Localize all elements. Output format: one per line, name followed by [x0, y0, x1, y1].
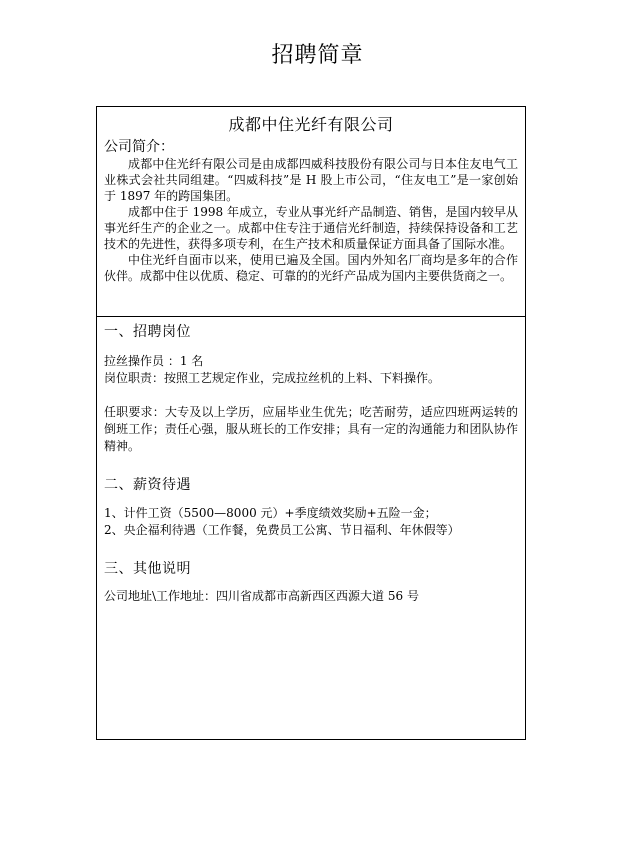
intro-paragraph: 中住光纤自面市以来，使用已遍及全国。国内外知名厂商均是多年的合作伙伴。成都中住以优质、稳定、可靠的的光纤产品成为国内主要供货商之一。 [104, 253, 518, 283]
company-name: 成都中住光纤有限公司 [228, 115, 394, 134]
position-duties: 岗位职责：按照工艺规定作业，完成拉丝机的上料、下料操作。 [104, 371, 441, 385]
positions-heading: 一、招聘岗位 [104, 324, 191, 340]
salary-item: 2、央企福利待遇（工作餐，免费员工公寓、节日福利、年休假等） [104, 523, 460, 537]
details-section [97, 317, 525, 605]
other-heading: 三、其他说明 [104, 561, 191, 577]
position-requirements: 任职要求：大专及以上学历，应届毕业生优先；吃苦耐劳，适应四班两运转的倒班工作；责任心强，服从班长的工作安排；具有一定的沟通能力和团队协作精神。 [104, 405, 518, 453]
page-title: 招聘简章 [271, 43, 364, 68]
position-title: 拉丝操作员 ：1 名 [104, 354, 204, 368]
work-address: 公司地址\工作地址：四川省成都市高新西区西源大道 56 号 [104, 589, 419, 603]
salary-item: 1、计件工资（5500—8000 元）+季度绩效奖励+五险一金； [104, 506, 437, 520]
document-frame [96, 106, 526, 740]
intro-heading: 公司简介： [104, 139, 174, 155]
company-intro-section [97, 107, 525, 317]
intro-paragraph: 成都中住于 1998 年成立，专业从事光纤产品制造、销售，是国内较早从事光纤生产的企业之一。成都中住专注于通信光纤制造，持续保持设备和工艺技术的先进性，获得多项专利，在生产技术和质量保证方面具备了国际水准。 [104, 205, 518, 251]
salary-heading: 二、薪资待遇 [104, 477, 191, 493]
intro-paragraph: 成都中住光纤有限公司是由成都四威科技股份有限公司与日本住友电气工业株式会社共同组建。“四威科技”是 H 股上市公司，“住友电工”是一家创始于 1897 年的跨国集团。 [104, 157, 518, 203]
